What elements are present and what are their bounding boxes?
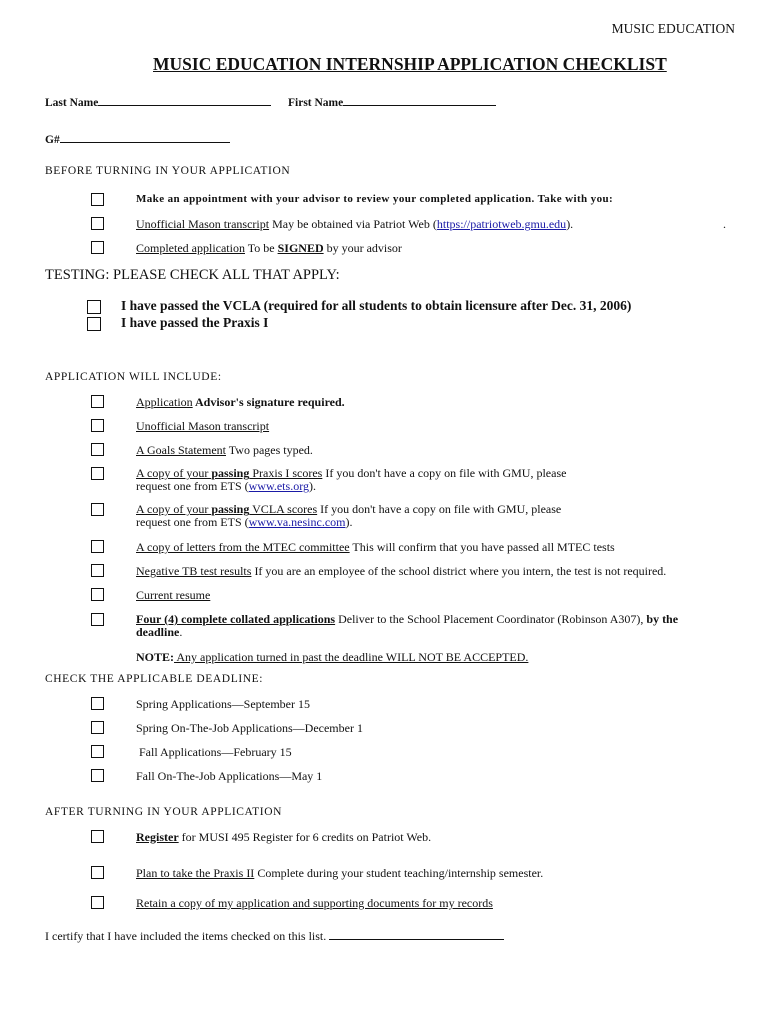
retain-link[interactable]: Retain a copy of my application and supporting documents for my records (136, 896, 493, 910)
deadline-option-fall-otj: Fall On-The-Job Applications—May 1 (136, 769, 323, 783)
checkbox-retain-copy[interactable] (91, 896, 104, 909)
register-link[interactable]: Register (136, 830, 179, 844)
praxis-scores-link[interactable] (136, 466, 322, 480)
mtec-text (136, 540, 615, 555)
vcla-scores-text (136, 503, 561, 529)
before-heading: BEFORE TURNING IN YOUR APPLICATION (45, 165, 291, 177)
goals-text (136, 443, 313, 458)
certify-text: I certify that I have included the items checked on this list. (45, 929, 327, 943)
application-text (136, 395, 345, 410)
checkbox-mtec-letters[interactable] (91, 540, 104, 553)
note-text: Any application turned in past the deadline WILL NOT BE ACCEPTED. (174, 650, 529, 664)
mtec-desc: This will confirm that you have passed all MTEC tests (349, 540, 615, 554)
collated-link[interactable]: Four (4) complete collated applications (136, 612, 336, 626)
vcla-scores-link[interactable] (136, 502, 317, 516)
unofficial-transcript-link[interactable]: Unofficial Mason transcript (136, 419, 270, 433)
goals-desc: Two pages typed. (226, 443, 313, 457)
praxis-ii-link[interactable]: Plan to take the Praxis II (136, 866, 255, 880)
checkbox-tb-test[interactable] (91, 564, 104, 577)
last-name-field[interactable] (98, 94, 271, 106)
praxis-link-passing: passing (211, 466, 250, 480)
checkbox-transcript-before[interactable] (91, 217, 104, 230)
praxis-scores-text (136, 467, 566, 493)
transcript-text (136, 419, 269, 434)
praxis-scores-desc: If you don't have a copy on file with GMU, please (322, 466, 567, 480)
g-number-field[interactable] (60, 131, 230, 143)
vcla-request-end: ). (345, 515, 353, 529)
first-name-field[interactable] (343, 94, 496, 106)
praxis-request-end: ). (308, 479, 316, 493)
transcript-before-text (136, 217, 573, 232)
includes-heading: APPLICATION WILL INCLUDE: (45, 371, 222, 383)
vcla-request-text: request one from ETS ( (136, 515, 249, 529)
checkbox-application[interactable] (91, 395, 104, 408)
vcla-link-part-c: VCLA scores (249, 502, 318, 516)
checkbox-goals[interactable] (91, 443, 104, 456)
checkbox-praxis-ii[interactable] (91, 866, 104, 879)
checkbox-register[interactable] (91, 830, 104, 843)
collated-deadline: deadline (136, 625, 180, 639)
checkbox-spring-otj[interactable] (91, 721, 104, 734)
tb-desc: If you are an employee of the school district where you intern, the test is not required. (251, 564, 667, 578)
tb-text (136, 564, 666, 579)
collated-end: . (179, 625, 183, 639)
praxis-ii-desc: Complete during your student teaching/internship semester. (254, 866, 544, 880)
collated-by-the: by the (646, 612, 679, 626)
transcript-desc-end: ). (566, 217, 574, 231)
trailing-period: . (723, 217, 726, 231)
checkbox-vcla[interactable] (87, 300, 101, 314)
ets-link[interactable]: www.ets.org (248, 479, 309, 493)
checkbox-praxis-i[interactable] (87, 317, 101, 331)
testing-heading: TESTING: PLEASE CHECK ALL THAT APPLY: (45, 267, 340, 283)
checkbox-vcla-scores[interactable] (91, 503, 104, 516)
nesinc-link[interactable]: www.va.nesinc.com (248, 515, 346, 529)
goals-link[interactable]: A Goals Statement (136, 443, 226, 457)
checkbox-resume[interactable] (91, 588, 104, 601)
collated-text (136, 613, 678, 639)
completed-desc: To be (244, 241, 278, 255)
praxis-request-text: request one from ETS ( (136, 479, 249, 493)
signature-field[interactable] (329, 928, 504, 940)
application-link[interactable]: Application (136, 395, 193, 409)
advisor-signature-note: Advisor's signature required. (192, 395, 345, 409)
collated-desc: Deliver to the School Placement Coordinator (Robinson A307), (335, 612, 647, 626)
checkbox-completed-application[interactable] (91, 241, 104, 254)
tb-link[interactable]: Negative TB test results (136, 564, 252, 578)
checkbox-fall-otj[interactable] (91, 769, 104, 782)
page-title: MUSIC EDUCATION INTERNSHIP APPLICATION CHECKLIST (153, 54, 667, 74)
praxis-link-part-c: Praxis I scores (249, 466, 323, 480)
resume-text (136, 588, 210, 603)
after-heading: AFTER TURNING IN YOUR APPLICATION (45, 806, 283, 818)
register-desc: for MUSI 495 Register for 6 credits on Patriot Web. (178, 830, 432, 844)
vcla-scores-desc: If you don't have a copy on file with GMU, please (317, 502, 562, 516)
signed-text: SIGNED (277, 241, 324, 255)
appointment-text: Make an appointment with your advisor to review your completed application. Take with you: (136, 193, 614, 205)
patriotweb-link[interactable]: https://patriotweb.gmu.edu (436, 217, 567, 231)
checkbox-appointment[interactable] (91, 193, 104, 206)
g-number-label: G# (45, 134, 60, 146)
checkbox-praxis-scores[interactable] (91, 467, 104, 480)
retain-text (136, 896, 493, 911)
deadline-option-fall: Fall Applications—February 15 (136, 745, 292, 759)
transcript-desc: May be obtained via Patriot Web ( (269, 217, 437, 231)
mtec-link[interactable]: A copy of letters from the MTEC committee (136, 540, 350, 554)
praxis-i-text: I have passed the Praxis I (121, 315, 269, 330)
vcla-link-part-a: A copy of your (136, 502, 212, 516)
checkbox-collated-applications[interactable] (91, 613, 104, 626)
first-name-label: First Name (288, 97, 344, 109)
first-name-row (288, 94, 496, 109)
praxis-ii-text (136, 866, 543, 881)
note-label: NOTE: (136, 650, 175, 664)
register-text (136, 830, 431, 845)
g-number-row (45, 131, 230, 146)
completed-application-link[interactable]: Completed application (136, 241, 245, 255)
deadline-option-spring-otj: Spring On-The-Job Applications—December 1 (136, 721, 363, 735)
deadline-option-spring: Spring Applications—September 15 (136, 697, 310, 711)
transcript-link[interactable]: Unofficial Mason transcript (136, 217, 270, 231)
resume-link[interactable]: Current resume (136, 588, 211, 602)
completed-desc-end: by your advisor (323, 241, 402, 255)
deadline-heading: CHECK THE APPLICABLE DEADLINE: (45, 673, 264, 685)
completed-application-text (136, 241, 402, 256)
certify-row (45, 928, 504, 944)
vcla-text: I have passed the VCLA (required for all students to obtain licensure after Dec. 31, 2006) (121, 298, 632, 313)
vcla-link-passing: passing (211, 502, 250, 516)
last-name-label: Last Name (45, 97, 99, 109)
checkbox-transcript[interactable] (91, 419, 104, 432)
checkbox-fall[interactable] (91, 745, 104, 758)
praxis-link-part-a: A copy of your (136, 466, 212, 480)
checkbox-spring[interactable] (91, 697, 104, 710)
last-name-row (45, 94, 271, 109)
header-department: MUSIC EDUCATION (611, 21, 735, 36)
deadline-note (136, 650, 528, 665)
